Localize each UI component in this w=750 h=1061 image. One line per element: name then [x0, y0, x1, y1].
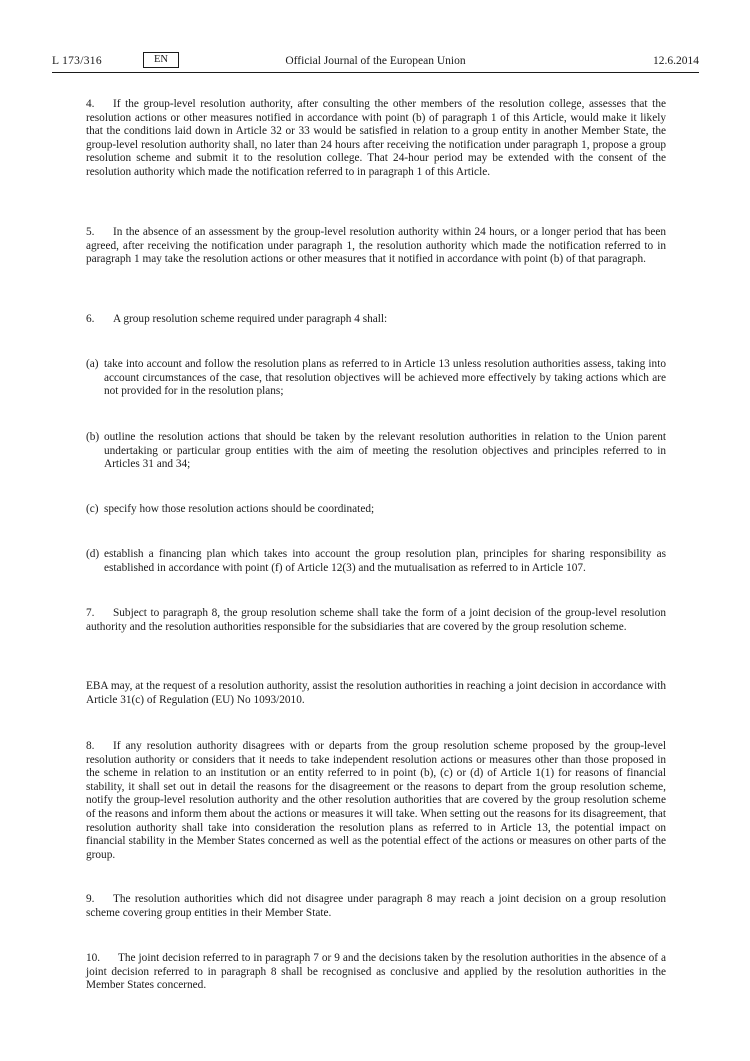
- paragraph-text: A group resolution scheme required under paragraph 4 shall:: [113, 313, 388, 325]
- paragraph-number: 9.: [86, 893, 95, 905]
- list-text: specify how those resolution actions should be coordinated;: [104, 503, 375, 515]
- paragraph-number: 4.: [86, 98, 95, 110]
- paragraph-text: The joint decision referred to in paragraph 7 or 9 and the decisions taken by the resolution authorities in the absence of a joint decision referred to in paragraph 8 shall be recognised as conclusive and applied by the resolution authorities in the Member States concerned.: [86, 952, 666, 992]
- list-text: establish a financing plan which takes into account the group resolution plan, principles for sharing responsibility as established in accordance with point (f) of Article 12(3) and the mutualisation as referred to in Article 107.: [104, 548, 666, 574]
- paragraph-9: [86, 893, 666, 920]
- paragraph-number: 7.: [86, 607, 95, 619]
- publication-date: 12.6.2014: [653, 55, 699, 67]
- paragraph-number: 5.: [86, 226, 95, 238]
- list-text: outline the resolution actions that should be taken by the relevant resolution authorities in relation to the Union parent undertaking or particular group entities with the aim of meeting the resolution objectives and principles referred to in Articles 31 and 34;: [104, 431, 666, 471]
- list-item-a: [86, 358, 666, 399]
- page-header: [52, 52, 699, 72]
- list-label: (b): [86, 431, 100, 443]
- list-item-b: [86, 431, 666, 472]
- paragraph-5: [86, 226, 666, 267]
- paragraph-number: 6.: [86, 313, 95, 325]
- paragraph-text: The resolution authorities which did not disagree under paragraph 8 may reach a joint decision on a group resolution scheme covering group entities in their Member State.: [86, 893, 666, 919]
- paragraph-7: [86, 607, 666, 634]
- paragraph-10: [86, 952, 666, 993]
- paragraph-text: If the group-level resolution authority, after consulting the other members of the resolution college, assesses that the resolution actions or other measures notified in accordance with point (b) of paragraph 1 of this Article, would make it likely that the conditions laid down in Article 32 or 33 would be satisfied in relation to a group entity in another Member State, the group-level resolution authority shall, no later than 24 hours after receiving the notification under paragraph 1, propose a group resolution scheme and submit it to the resolution college. That 24-hour period may be extended with the consent of the resolution authority which made the notification referred to in paragraph 1 of this Article.: [86, 98, 666, 178]
- paragraph-text: In the absence of an assessment by the group-level resolution authority within 24 hours, or a longer period that has been agreed, after receiving the notification under paragraph 1, the resolution authority which made the notification referred to in paragraph 1 may take the resolution actions or other measures that it notified in accordance with point (b) of that paragraph.: [86, 226, 666, 266]
- journal-reference: L 173/316: [52, 55, 102, 67]
- paragraph-text: If any resolution authority disagrees with or departs from the group resolution scheme proposed by the group-level resolution authority or considers that it needs to take independent resolution actions or measures other than those proposed in the scheme in relation to an institution or an entity referred to in point (b), (c) or (d) of Article 1(1) for reasons of financial stability, it shall set out in detail the reasons for the disagreement or the reasons to depart from the group resolution scheme, notify the group-level resolution authority and the other resolution authorities that are covered by the group resolution scheme of the reasons and inform them about the actions or measures it will take. When setting out the reasons for its disagreement, that resolution authority shall take into consideration the resolution plans as referred to in Article 13, the potential impact on financial stability in the Member States concerned as well as the potential effect of the actions or measures on other parts of the group.: [86, 740, 666, 861]
- list-label: (a): [86, 358, 99, 370]
- list-text: take into account and follow the resolution plans as referred to in Article 13 unless resolution authorities assess, taking into account circumstances of the case, that resolution objectives will be achieved more effectively by taking actions which are not provided for in the resolution plans;: [104, 358, 666, 398]
- paragraph-text: Subject to paragraph 8, the group resolution scheme shall take the form of a joint decision of the group-level resolution authority and the resolution authorities responsible for the subsidiaries that are covered by the group resolution scheme.: [86, 607, 666, 633]
- journal-title: Official Journal of the European Union: [285, 55, 466, 67]
- paragraph-text: EBA may, at the request of a resolution authority, assist the resolution authorities in reaching a joint decision in accordance with Article 31(c) of Regulation (EU) No 1093/2010.: [86, 680, 666, 706]
- paragraph-6: [86, 313, 666, 327]
- paragraph-number: 8.: [86, 740, 95, 752]
- paragraph-7-eba: [86, 680, 666, 707]
- paragraph-8: [86, 740, 666, 862]
- paragraph-number: 10.: [86, 952, 101, 964]
- list-item-d: [86, 548, 666, 575]
- list-label: (d): [86, 548, 100, 560]
- paragraph-4: [86, 98, 666, 180]
- list-label: (c): [86, 503, 99, 515]
- list-item-c: [86, 503, 666, 517]
- language-badge: EN: [143, 52, 179, 68]
- header-divider: [52, 72, 699, 73]
